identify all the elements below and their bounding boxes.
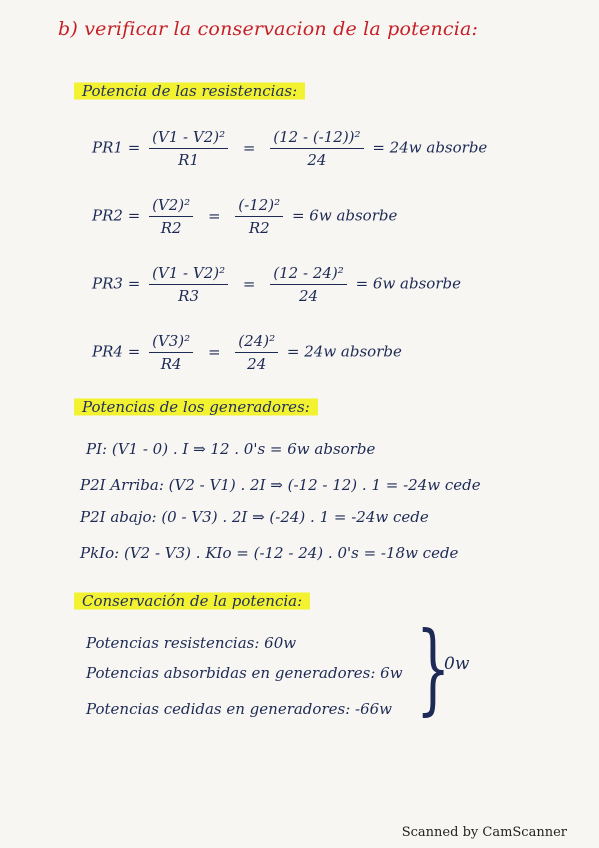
generators-heading: Potencias de los generadores:	[74, 396, 318, 418]
fraction-numerator: (V2)²	[149, 196, 193, 217]
summary-ceded: Potencias cedidas en generadores: -66w	[86, 700, 393, 718]
fraction	[235, 332, 278, 373]
fraction-denominator: R3	[178, 287, 200, 305]
generator-line-pkio: PkIo: (V2 - V3) . KIo = (-12 - 24) . 0's = -18w cede	[80, 544, 459, 562]
equation-pr3	[92, 264, 461, 305]
fraction-numerator: (12 - 24)²	[270, 264, 347, 285]
equation-lhs: PR2 =	[92, 206, 141, 225]
equation-pr4	[92, 332, 402, 373]
generator-line-p2i-abajo: P2I abajo: (0 - V3) . 2I ⇒ (-24) . 1 = -24w cede	[80, 508, 429, 526]
equation-lhs: PR4 =	[92, 342, 141, 361]
equals-sign: =	[242, 138, 256, 157]
equation-lhs: PR1 =	[92, 138, 141, 157]
equation-result: = 6w absorbe	[355, 274, 461, 293]
fraction	[270, 264, 347, 305]
generator-line-p2i-arriba: P2I Arriba: (V2 - V1) . 2I ⇒ (-12 - 12) . 1 = -24w cede	[80, 476, 481, 494]
equation-result: = 24w absorbe	[286, 342, 402, 361]
page-title: b) verificar la conservacion de la potencia:	[58, 18, 479, 40]
fraction	[270, 128, 363, 169]
equation-result: = 6w absorbe	[291, 206, 398, 225]
fraction-denominator: 24	[307, 151, 327, 169]
summary-total: 0w	[444, 654, 470, 674]
fraction	[235, 196, 283, 237]
fraction-numerator: (V1 - V2)²	[149, 128, 228, 149]
fraction	[149, 196, 193, 237]
fraction	[149, 332, 193, 373]
equals-sign: =	[207, 342, 221, 361]
summary-absorbed: Potencias absorbidas en generadores: 6w	[86, 664, 403, 682]
equals-sign: =	[207, 206, 221, 225]
fraction-denominator: R4	[160, 355, 182, 373]
fraction-denominator: R2	[248, 219, 270, 237]
fraction-numerator: (24)²	[235, 332, 278, 353]
equation-pr2	[92, 196, 397, 237]
scanner-watermark: Scanned by CamScanner	[401, 825, 567, 840]
fraction-numerator: (V3)²	[149, 332, 193, 353]
fraction-denominator: R1	[178, 151, 200, 169]
fraction-numerator: (-12)²	[235, 196, 283, 217]
equals-sign: =	[242, 274, 256, 293]
fraction	[149, 264, 228, 305]
equation-lhs: PR3 =	[92, 274, 141, 293]
fraction	[149, 128, 228, 169]
resistances-heading: Potencia de las resistencias:	[74, 80, 305, 102]
equation-pr1	[92, 128, 487, 169]
fraction-denominator: 24	[298, 287, 319, 305]
fraction-denominator: R2	[160, 219, 182, 237]
fraction-numerator: (V1 - V2)²	[149, 264, 228, 285]
curly-brace: }	[416, 612, 451, 726]
equation-result: = 24w absorbe	[372, 138, 488, 157]
generator-line-pi: PI: (V1 - 0) . I ⇒ 12 . 0's = 6w absorbe	[86, 440, 376, 458]
fraction-numerator: (12 - (-12))²	[270, 128, 363, 149]
fraction-denominator: 24	[247, 355, 267, 373]
conservation-heading: Conservación de la potencia:	[74, 590, 310, 612]
summary-resistances: Potencias resistencias: 60w	[86, 634, 297, 652]
